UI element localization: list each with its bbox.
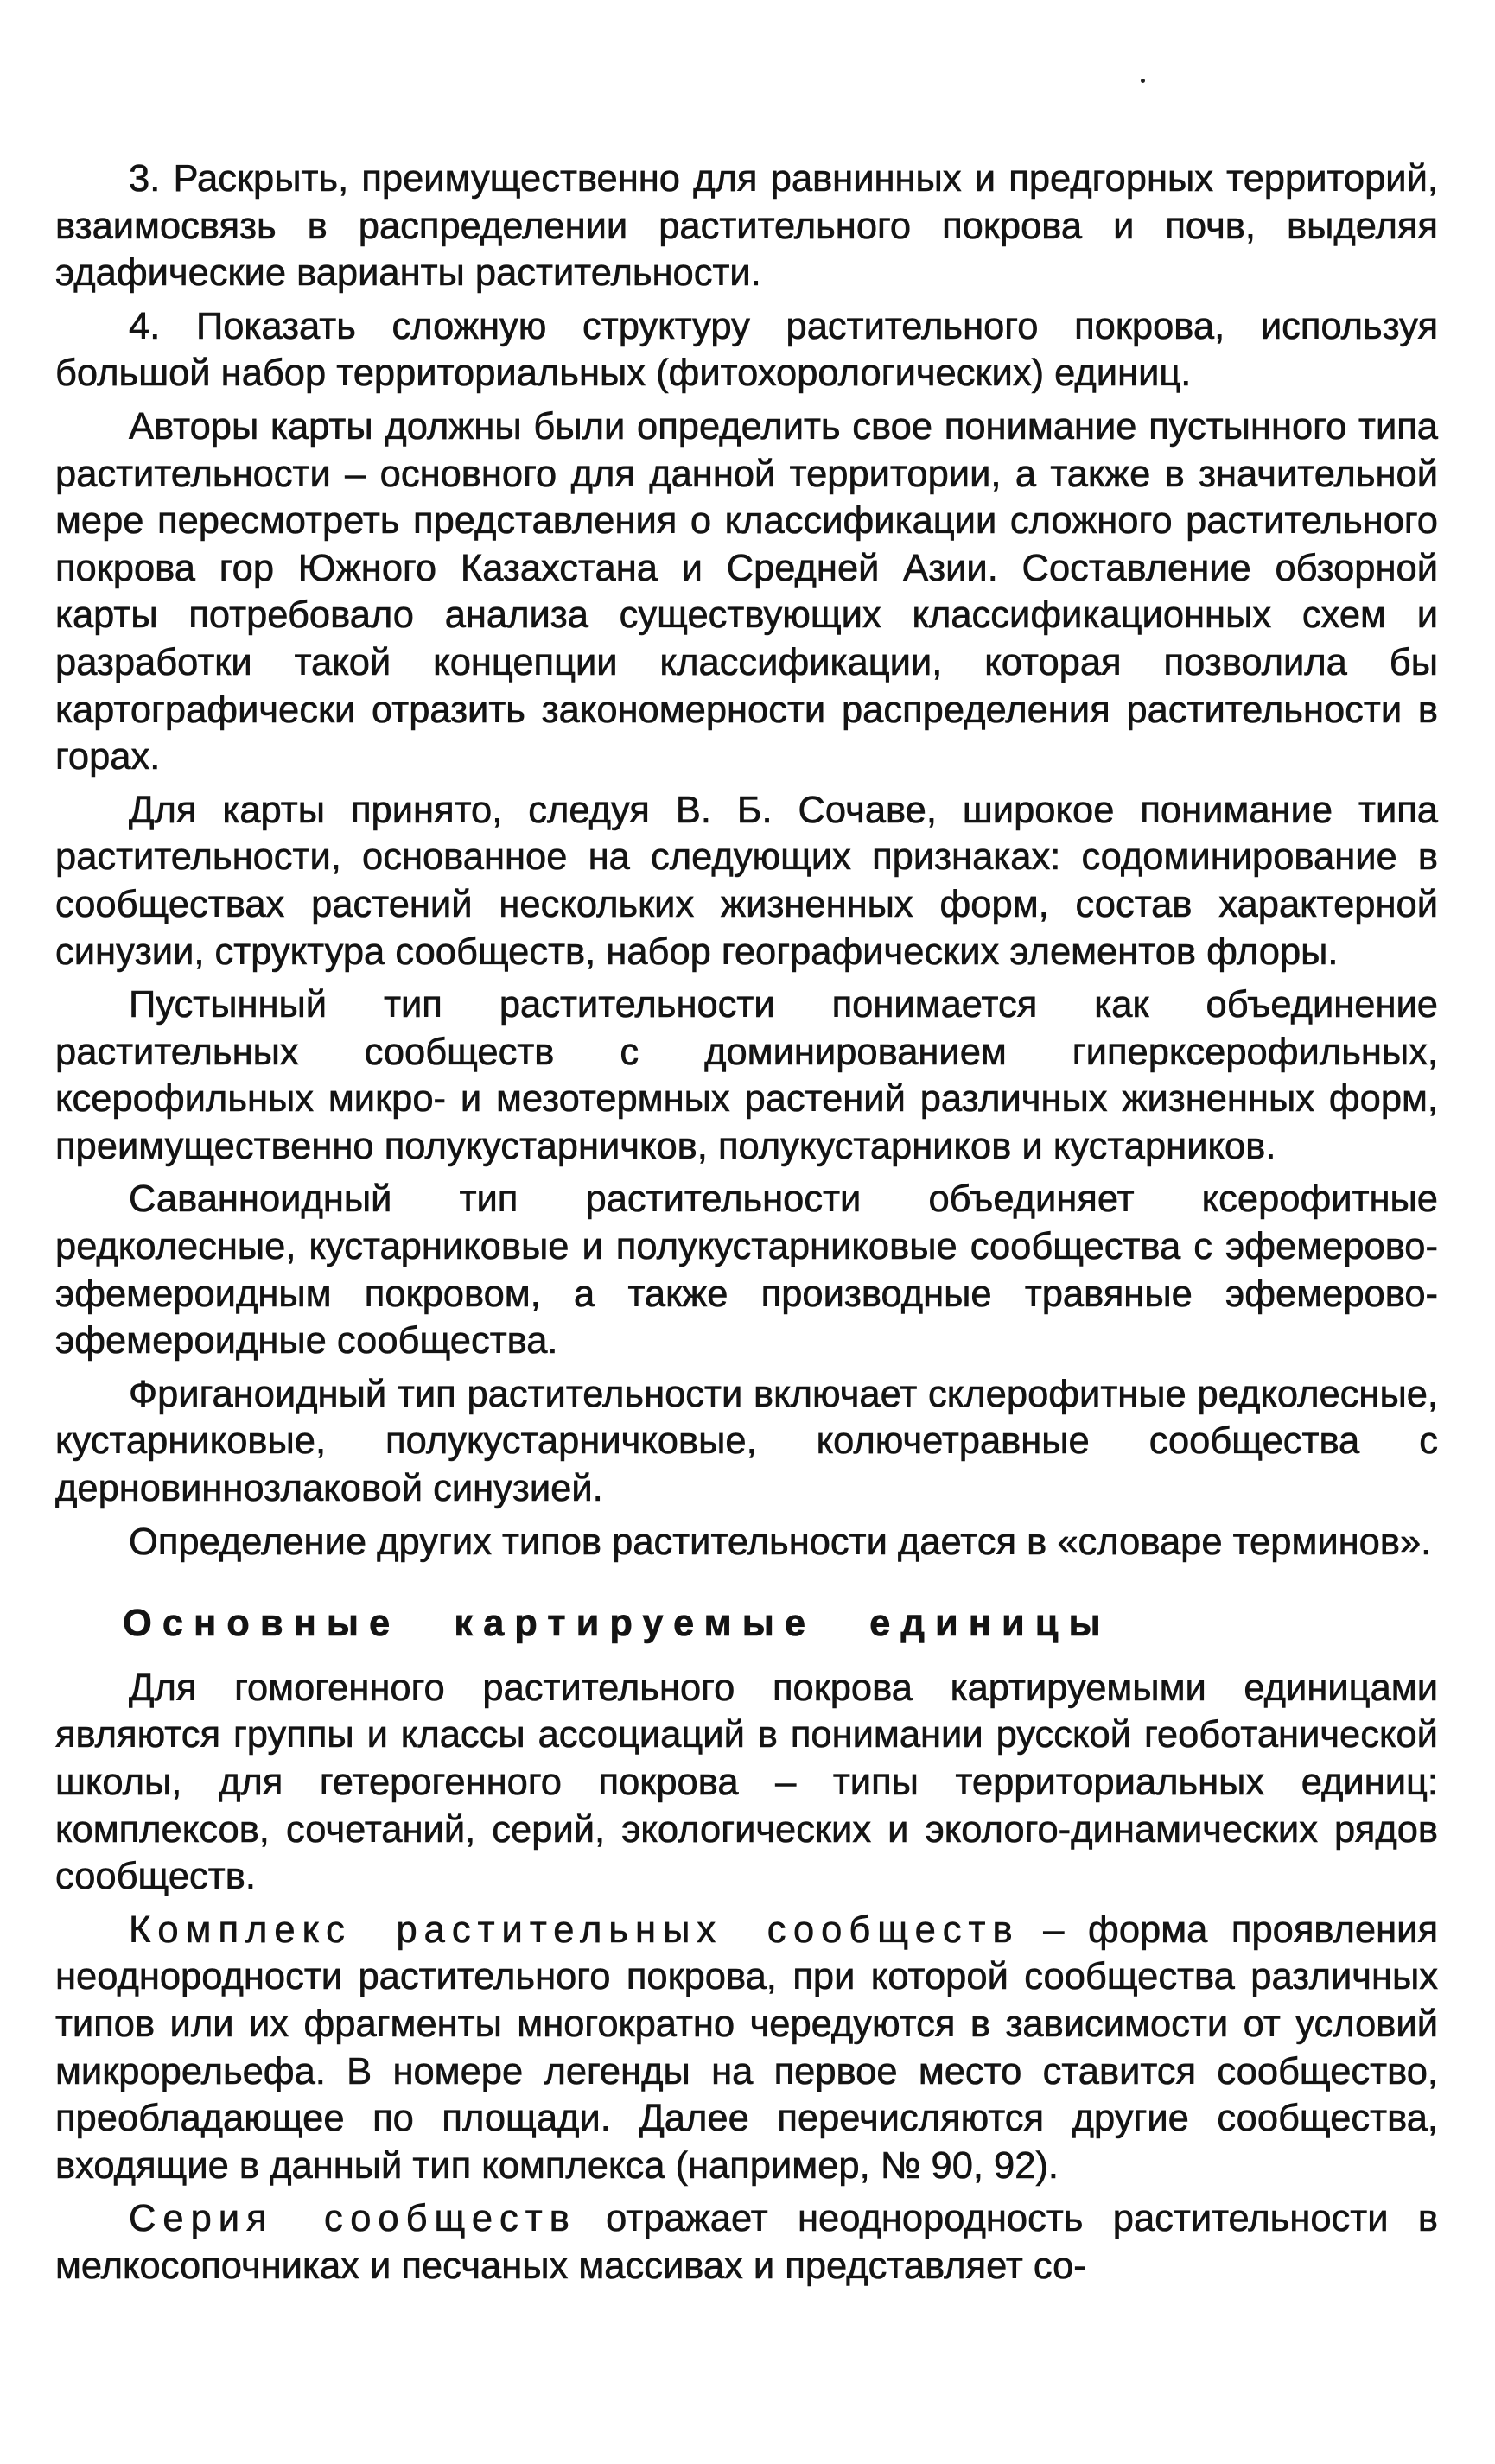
paragraph-type-definition: Для карты принято, следуя В. Б. Сочаве, широкое понимание типа растительности, основанное на следующих признаках: содоминирование в сообществах растений нескольких жизненных форм, состав характерной синузии, структура сообществ, набор географических элементов флоры. bbox=[55, 789, 1438, 973]
series-definition: отражает неоднородность растительности в мелкосопочниках и песчаных массивах и представляет со- bbox=[55, 2198, 1438, 2287]
paragraph-complex bbox=[55, 1907, 1438, 2190]
term-complex: Комплекс растительных сообществ bbox=[129, 1908, 1020, 1951]
paragraph-savannoid-type: Саванноидный тип растительности объединяет ксерофитные редколесные, кустарниковые и полукустарниковые сообщества с эфемерово-эфемероидным покровом, а также производные травяные эфемерово-эфемероидные сообщества. bbox=[55, 1178, 1438, 1362]
paragraph-authors: Авторы карты должны были определить свое понимание пустынного типа растительности – основного для данной территории, а также в значительной мере пересмотреть представления о классификации сложного растительного покрова гор Южного Казахстана и Средней Азии. Составление обзорной карты потребовало анализа существующих классификационных схем и разработки такой концепции классификации, которая позволила бы картографически отразить закономерности распределения растительности в горах. bbox=[55, 405, 1438, 778]
paragraph-other-types: Определение других типов растительности дается в «словаре терминов». bbox=[129, 1521, 1432, 1563]
body-text bbox=[55, 156, 1438, 2290]
paragraph-item-4: 4. Показать сложную структуру растительного покрова, используя большой набор территориальных (фитохорологических) единиц. bbox=[55, 305, 1438, 395]
scan-speck bbox=[1141, 79, 1145, 83]
paragraph-series bbox=[55, 2195, 1438, 2289]
paragraph-desert-type: Пустынный тип растительности понимается как объединение растительных сообществ с доминированием гиперксерофильных, ксерофильных микро- и мезотермных растений различных жизненных форм, преимущественно полукустарничков, полукустарников и кустарников. bbox=[55, 984, 1438, 1167]
term-series: Серия сообществ bbox=[129, 2198, 576, 2240]
paragraph-mapped-units: Для гомогенного растительного покрова картируемыми единицами являются группы и классы ассоциаций в понимании русской геоботанической школы, для гетерогенного покрова – типы территориальных единиц: комплексов, сочетаний, серий, экологических и эколого-динамических рядов сообществ. bbox=[55, 1667, 1438, 1898]
paragraph-friganoid-type: Фриганоидный тип растительности включает склерофитные редколесные, кустарниковые, полукустарничковые, колючетравные сообщества с дерновиннозлаковой синузией. bbox=[55, 1373, 1438, 1510]
complex-definition: – форма проявления неоднородности растительного покрова, при которой сообщества различных типов или их фрагменты многократно чередуются в зависимости от условий микрорельефа. В номере легенды на первое место ставится сообщество, преобладающее по площади. Далее перечисляются другие сообщества, входящие в данный тип комплекса (например, № 90, 92). bbox=[55, 1908, 1438, 2187]
paragraph-item-3: 3. Раскрыть, преимущественно для равнинных и предгорных территорий, взаимосвязь в распределении растительного покрова и почв, выделяя эдафические варианты растительности. bbox=[55, 158, 1438, 295]
section-heading: Основные картируемые единицы bbox=[123, 1603, 1111, 1645]
